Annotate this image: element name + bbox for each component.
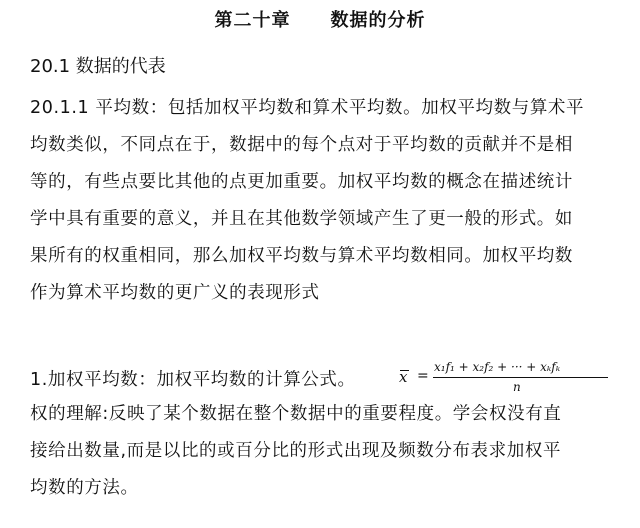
section-title: 20.1 数据的代表 (30, 56, 166, 77)
formula-item (30, 360, 630, 400)
chapter-title (0, 8, 640, 34)
paragraph-line: 作为算术平均数的更广义的表现形式 (30, 283, 320, 303)
paragraph-line: 学中具有重要的意义，并且在其他数学领域产生了更一般的形式。如 (30, 209, 573, 229)
chapter-number: 第二十章 (214, 10, 291, 31)
chapter-name: 数据的分析 (330, 10, 426, 31)
fraction-bar (433, 377, 608, 378)
paragraph-line: 均数类似，不同点在于，数据中的每个点对于平均数的贡献并不是相 (30, 135, 573, 155)
formula-equals: = (417, 368, 429, 384)
formula-lhs-symbol: x (399, 368, 408, 386)
paragraph-line: 等的，有些点要比其他的点更加重要。加权平均数的概念在描述统计 (30, 172, 573, 192)
paragraph-line: 果所有的权重相同，那么加权平均数与算术平均数相同。加权平均数 (30, 246, 573, 266)
paragraph-weighted-mean-definition (30, 90, 630, 312)
paragraph-line: 接给出数量,而是以比的或百分比的形式出现及频数分布表求加权平 (30, 441, 562, 461)
formula-lhs (399, 368, 407, 386)
overline (400, 370, 409, 371)
formula-denominator: n (513, 380, 521, 394)
formula-numerator: x₁f₁ + x₂f₂ + ··· + xₖfₖ (434, 360, 561, 374)
paragraph-line: 均数的方法。 (30, 478, 139, 498)
weighted-mean-formula (397, 360, 627, 400)
paragraph-weight-meaning (30, 396, 630, 507)
paragraph-line: 权的理解:反映了某个数据在整个数据中的重要程度。学会权没有直 (30, 404, 562, 424)
paragraph-line: 20.1.1 平均数：包括加权平均数和算术平均数。加权平均数与算术平 (30, 98, 585, 118)
formula-label: 1.加权平均数：加权平均数的计算公式。 (30, 370, 356, 390)
